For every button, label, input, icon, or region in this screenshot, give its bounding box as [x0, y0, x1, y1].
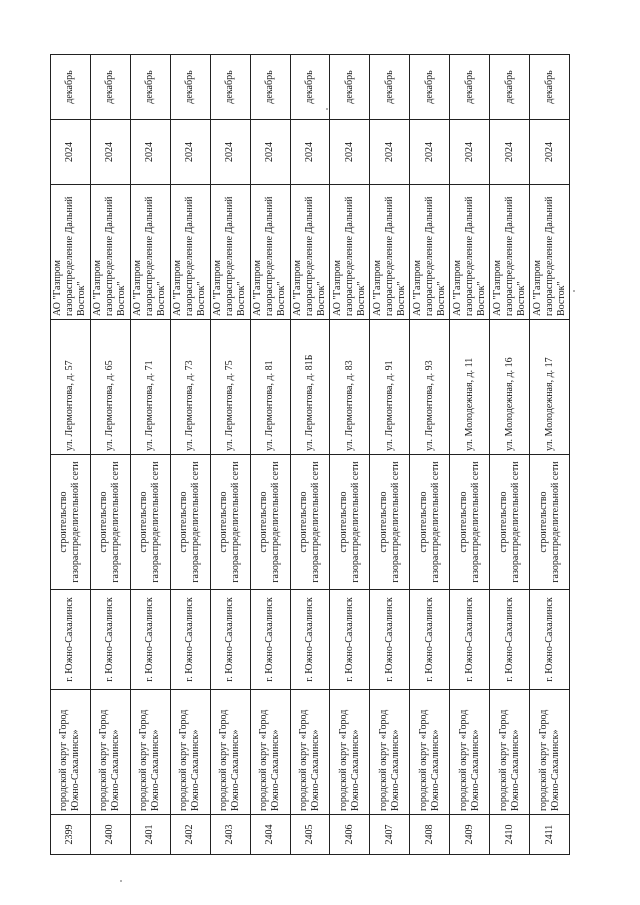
address-cell: ул. Лермонтова, д. 93 [410, 320, 450, 455]
organization-cell: АО "Газпром газораспределение Дальний Восток" [490, 185, 530, 320]
table-row [130, 55, 170, 855]
month-cell: декабрь [490, 55, 530, 120]
address-cell: ул. Лермонтова, д. 65 [90, 320, 130, 455]
month-cell: декабрь [51, 55, 91, 120]
table-row [330, 55, 370, 855]
city-cell: г. Южно-Сахалинск [90, 590, 130, 690]
city-cell: г. Южно-Сахалинск [450, 590, 490, 690]
organization-cell: АО "Газпром газораспределение Дальний Восток" [170, 185, 210, 320]
district-cell: городской округ «Город Южно-Сахалинск» [490, 690, 530, 815]
district-cell: городской округ «Город Южно-Сахалинск» [51, 690, 91, 815]
work-type-cell: строительство газораспределительной сети [530, 455, 570, 590]
scan-speck [120, 880, 122, 882]
district-cell: городской округ «Город Южно-Сахалинск» [410, 690, 450, 815]
table-row [250, 55, 290, 855]
address-cell: ул. Лермонтова, д. 75 [210, 320, 250, 455]
year-cell: 2024 [450, 120, 490, 185]
gasification-schedule-table [50, 54, 570, 855]
table-row [51, 55, 91, 855]
organization-cell: АО "Газпром газораспределение Дальний Восток" [210, 185, 250, 320]
year-cell: 2024 [370, 120, 410, 185]
address-cell: ул. Лермонтова, д. 71 [130, 320, 170, 455]
district-cell: городской округ «Город Южно-Сахалинск» [90, 690, 130, 815]
city-cell: г. Южно-Сахалинск [170, 590, 210, 690]
address-cell: ул. Лермонтова, д. 57 [51, 320, 91, 455]
work-type-cell: строительство газораспределительной сети [210, 455, 250, 590]
city-cell: г. Южно-Сахалинск [410, 590, 450, 690]
year-cell: 2024 [330, 120, 370, 185]
rotated-table-container [50, 55, 570, 855]
table-row [450, 55, 490, 855]
district-cell: городской округ «Город Южно-Сахалинск» [290, 690, 330, 815]
year-cell: 2024 [290, 120, 330, 185]
scan-speck [573, 290, 575, 292]
organization-cell: АО "Газпром газораспределение Дальний Восток" [450, 185, 490, 320]
row-number: 2405 [290, 815, 330, 855]
work-type-cell: строительство газораспределительной сети [90, 455, 130, 590]
work-type-cell: строительство газораспределительной сети [490, 455, 530, 590]
district-cell: городской округ «Город Южно-Сахалинск» [530, 690, 570, 815]
table-row [530, 55, 570, 855]
work-type-cell: строительство газораспределительной сети [51, 455, 91, 590]
table-row [170, 55, 210, 855]
city-cell: г. Южно-Сахалинск [370, 590, 410, 690]
row-number: 2411 [530, 815, 570, 855]
month-cell: декабрь [90, 55, 130, 120]
district-cell: городской округ «Город Южно-Сахалинск» [450, 690, 490, 815]
city-cell: г. Южно-Сахалинск [530, 590, 570, 690]
work-type-cell: строительство газораспределительной сети [290, 455, 330, 590]
row-number: 2399 [51, 815, 91, 855]
city-cell: г. Южно-Сахалинск [250, 590, 290, 690]
scan-speck [326, 108, 328, 110]
city-cell: г. Южно-Сахалинск [490, 590, 530, 690]
organization-cell: АО "Газпром газораспределение Дальний Восток" [290, 185, 330, 320]
month-cell: декабрь [330, 55, 370, 120]
address-cell: ул. Молодежная, д. 16 [490, 320, 530, 455]
month-cell: декабрь [370, 55, 410, 120]
year-cell: 2024 [210, 120, 250, 185]
work-type-cell: строительство газораспределительной сети [450, 455, 490, 590]
organization-cell: АО "Газпром газораспределение Дальний Восток" [130, 185, 170, 320]
table-row [490, 55, 530, 855]
work-type-cell: строительство газораспределительной сети [330, 455, 370, 590]
year-cell: 2024 [530, 120, 570, 185]
row-number: 2404 [250, 815, 290, 855]
row-number: 2400 [90, 815, 130, 855]
row-number: 2409 [450, 815, 490, 855]
address-cell: ул. Молодежная, д. 17 [530, 320, 570, 455]
month-cell: декабрь [410, 55, 450, 120]
table-body [51, 55, 570, 855]
organization-cell: АО "Газпром газораспределение Дальний Восток" [530, 185, 570, 320]
month-cell: декабрь [530, 55, 570, 120]
organization-cell: АО "Газпром газораспределение Дальний Восток" [410, 185, 450, 320]
year-cell: 2024 [490, 120, 530, 185]
district-cell: городской округ «Город Южно-Сахалинск» [370, 690, 410, 815]
year-cell: 2024 [250, 120, 290, 185]
district-cell: городской округ «Город Южно-Сахалинск» [130, 690, 170, 815]
address-cell: ул. Лермонтова, д. 81 [250, 320, 290, 455]
row-number: 2408 [410, 815, 450, 855]
city-cell: г. Южно-Сахалинск [51, 590, 91, 690]
row-number: 2410 [490, 815, 530, 855]
work-type-cell: строительство газораспределительной сети [130, 455, 170, 590]
year-cell: 2024 [410, 120, 450, 185]
month-cell: декабрь [450, 55, 490, 120]
table-row [210, 55, 250, 855]
district-cell: городской округ «Город Южно-Сахалинск» [250, 690, 290, 815]
month-cell: декабрь [250, 55, 290, 120]
month-cell: декабрь [170, 55, 210, 120]
work-type-cell: строительство газораспределительной сети [370, 455, 410, 590]
organization-cell: АО "Газпром газораспределение Дальний Восток" [370, 185, 410, 320]
year-cell: 2024 [90, 120, 130, 185]
organization-cell: АО "Газпром газораспределение Дальний Восток" [51, 185, 91, 320]
city-cell: г. Южно-Сахалинск [210, 590, 250, 690]
address-cell: ул. Лермонтова, д. 91 [370, 320, 410, 455]
organization-cell: АО "Газпром газораспределение Дальний Восток" [90, 185, 130, 320]
month-cell: декабрь [210, 55, 250, 120]
year-cell: 2024 [51, 120, 91, 185]
table-row [410, 55, 450, 855]
organization-cell: АО "Газпром газораспределение Дальний Восток" [250, 185, 290, 320]
row-number: 2407 [370, 815, 410, 855]
city-cell: г. Южно-Сахалинск [130, 590, 170, 690]
table-row [290, 55, 330, 855]
address-cell: ул. Лермонтова, д. 73 [170, 320, 210, 455]
table-row [90, 55, 130, 855]
row-number: 2401 [130, 815, 170, 855]
address-cell: ул. Лермонтова, д. 83 [330, 320, 370, 455]
row-number: 2403 [210, 815, 250, 855]
row-number: 2406 [330, 815, 370, 855]
work-type-cell: строительство газораспределительной сети [250, 455, 290, 590]
table-row [370, 55, 410, 855]
work-type-cell: строительство газораспределительной сети [170, 455, 210, 590]
district-cell: городской округ «Город Южно-Сахалинск» [330, 690, 370, 815]
month-cell: декабрь [290, 55, 330, 120]
address-cell: ул. Лермонтова, д. 81Б [290, 320, 330, 455]
city-cell: г. Южно-Сахалинск [330, 590, 370, 690]
address-cell: ул. Молодежная, д. 11 [450, 320, 490, 455]
organization-cell: АО "Газпром газораспределение Дальний Восток" [330, 185, 370, 320]
year-cell: 2024 [170, 120, 210, 185]
month-cell: декабрь [130, 55, 170, 120]
row-number: 2402 [170, 815, 210, 855]
district-cell: городской округ «Город Южно-Сахалинск» [170, 690, 210, 815]
work-type-cell: строительство газораспределительной сети [410, 455, 450, 590]
district-cell: городской округ «Город Южно-Сахалинск» [210, 690, 250, 815]
city-cell: г. Южно-Сахалинск [290, 590, 330, 690]
year-cell: 2024 [130, 120, 170, 185]
